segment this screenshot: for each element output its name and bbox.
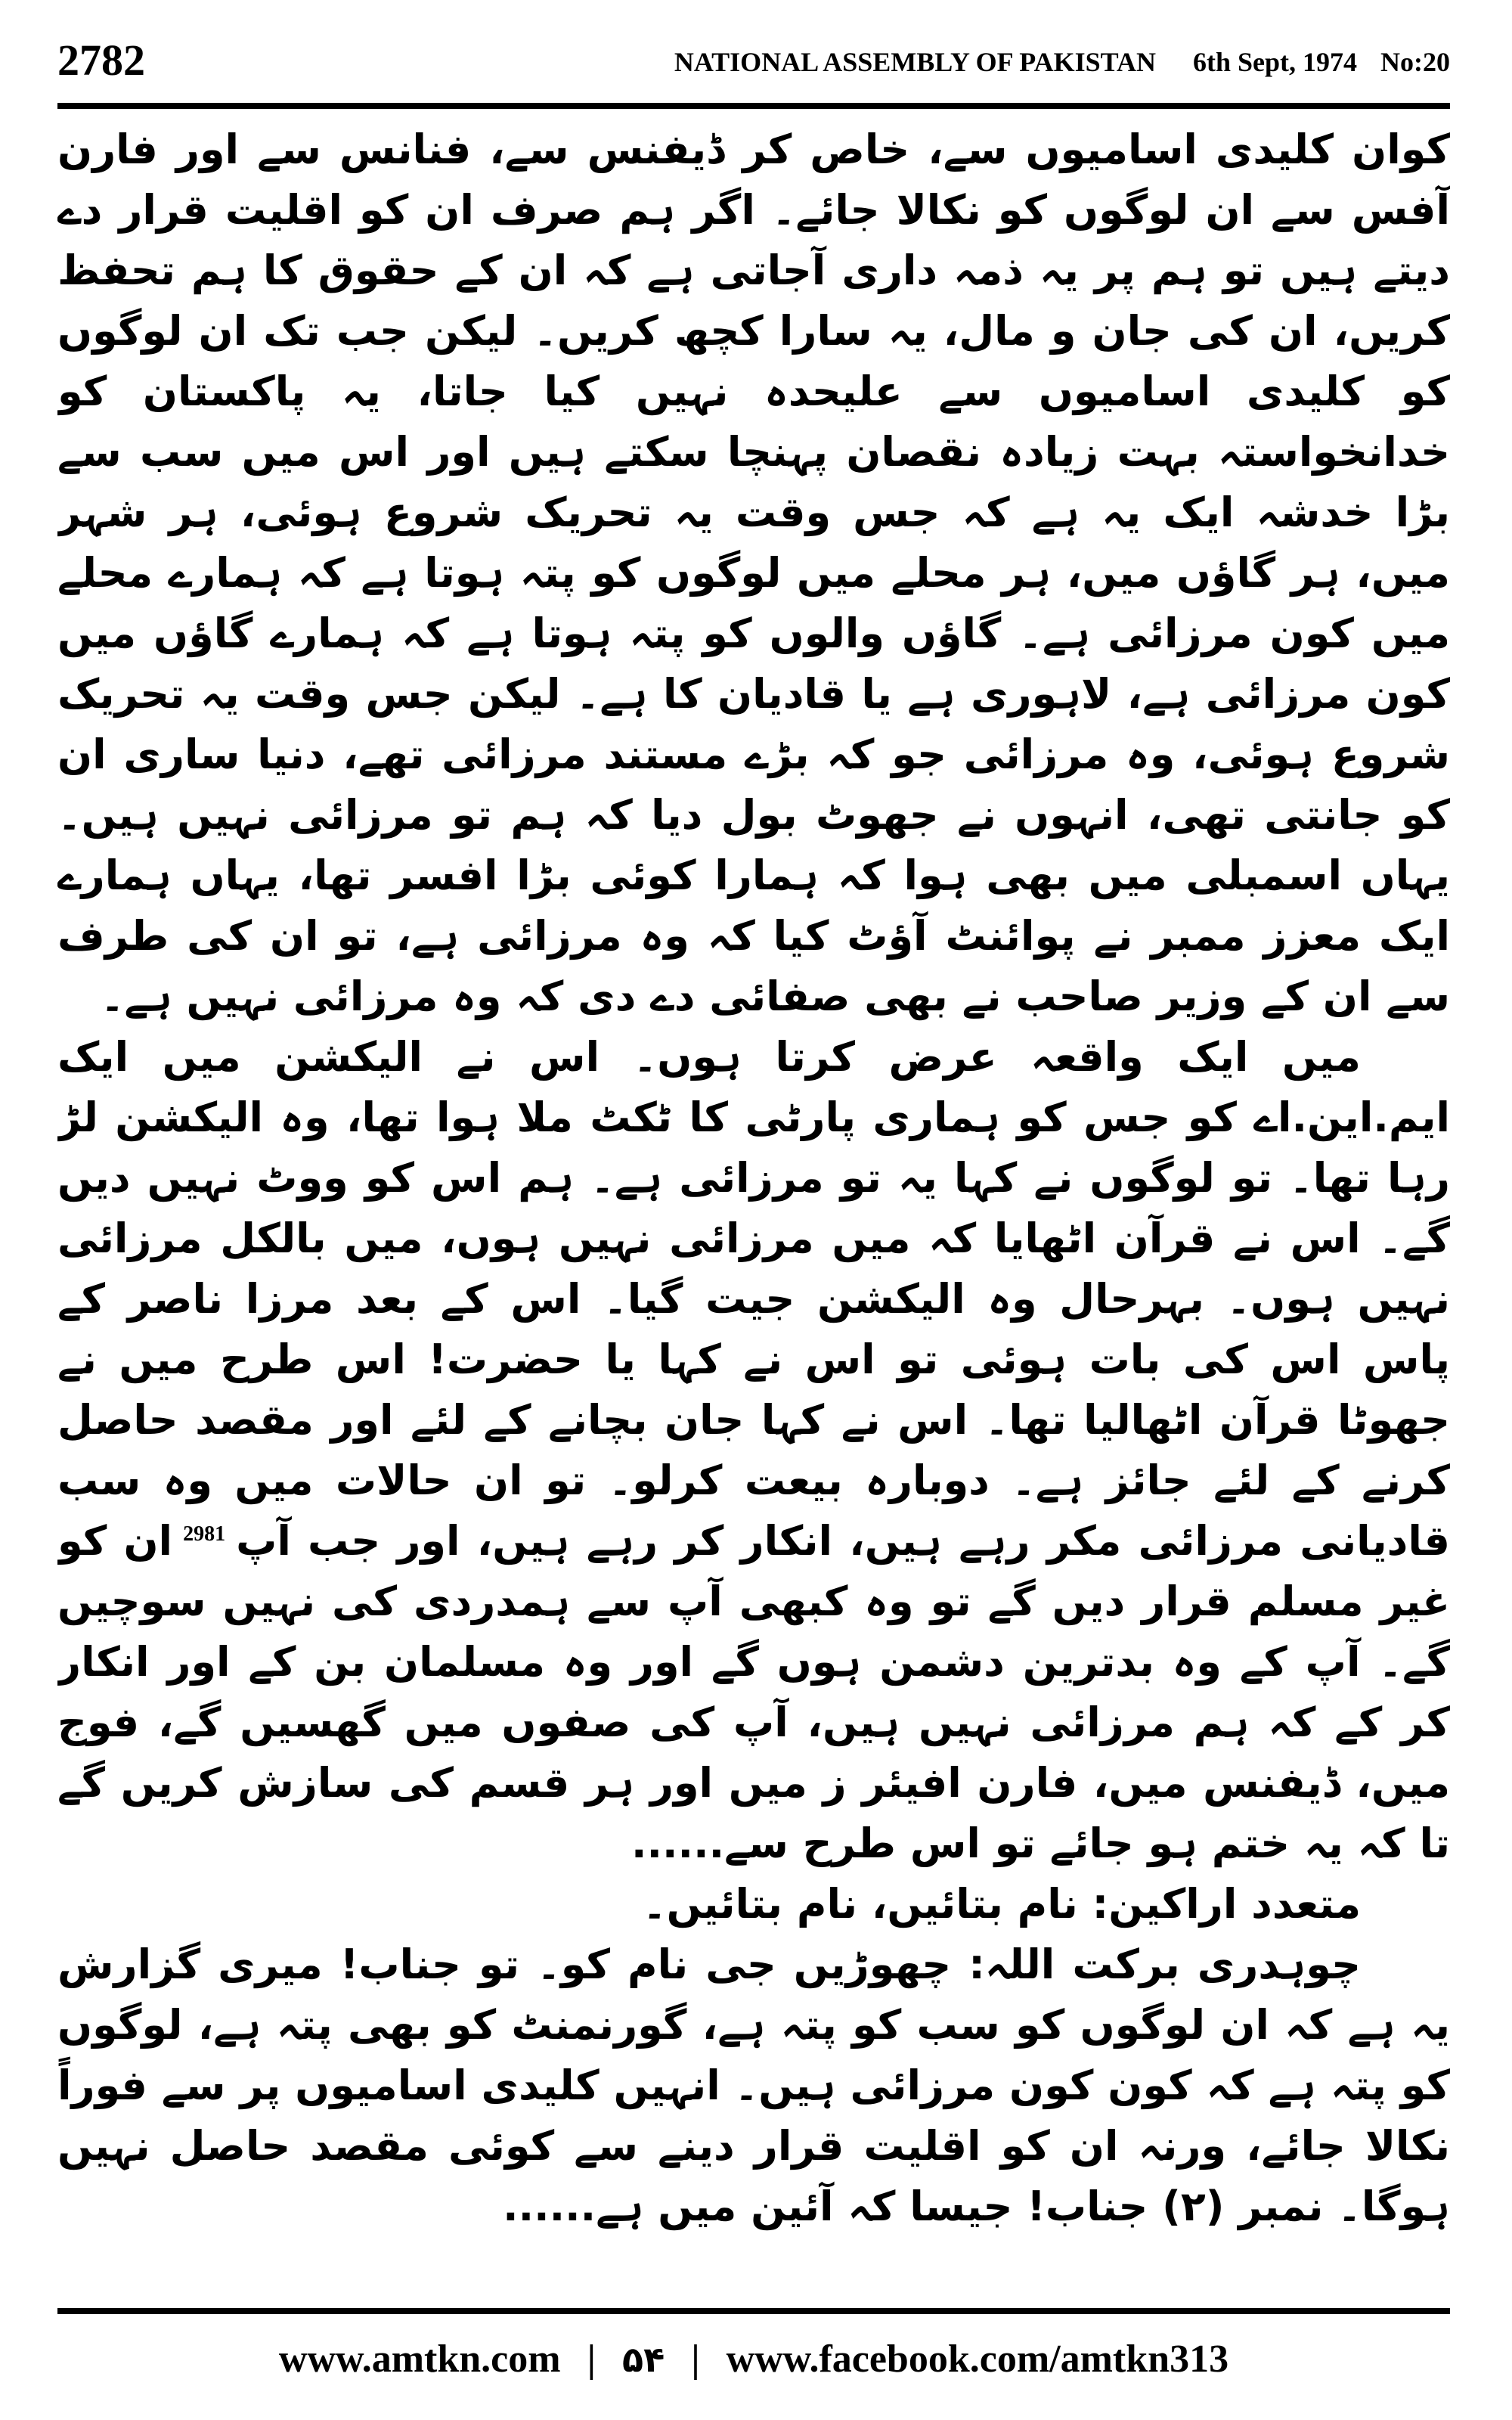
paragraph-text: ان کو غیر مسلم قرار دیں گے تو وہ کبھی آپ سے ہمدردی کی نہیں سوچیں گے۔ آپ کے وہ بدترین دشمن ہوں گے اور وہ مسلمان بن کے اور انکار کر کے کہ ہم مرزائی نہیں ہیں، آپ کی صفوں میں گھسیں گے، فوج میں، ڈیفنس میں، فارن افیئر ز میں اور ہر قسم کی سازش کریں گے تا کہ یہ ختم ہو جائے تو اس طرح سے...... bbox=[57, 1517, 1450, 1867]
header-rule bbox=[57, 103, 1450, 109]
interjection-text: نام بتائیں، نام بتائیں۔ bbox=[642, 1880, 1078, 1928]
speech-text: چھوڑیں جی نام کو۔ تو جناب! میری گزارش یہ ہے کہ ان لوگوں کو سب کو پتہ ہے، گورنمنٹ کو بھی پتہ ہے، لوگوں کو پتہ ہے کہ کون کون مرزائی ہیں۔ انہیں کلیدی اسامیوں پر سے فوراً نکالا جائے، ورنہ ان کو اقلیت قرار دینے سے کوئی مقصد حاصل نہیں ہوگا۔ نمبر (۲) جناب! جیسا کہ آئین میں ہے...... bbox=[57, 1941, 1450, 2230]
facebook-link[interactable]: www.facebook.com/amtkn313 bbox=[726, 2338, 1229, 2381]
footer-rule bbox=[57, 2308, 1450, 2314]
footer-separator: | bbox=[587, 2338, 596, 2381]
page-reference-marker: 2981 bbox=[183, 1522, 226, 1546]
website-link[interactable]: www.amtkn.com bbox=[278, 2338, 561, 2381]
footer-page-label: ۵۴ bbox=[622, 2339, 665, 2380]
session-date: 6th Sept, 1974 bbox=[1192, 47, 1357, 77]
paragraph-text: میں ایک واقعہ عرض کرتا ہوں۔ اس نے الیکشن میں ایک ایم.این.اے کو جس کو ہماری پارٹی کا ٹکٹ ملا ہوا تھا، وہ الیکشن لڑ رہا تھا۔ تو لوگوں نے کہا یہ تو مرزائی ہے۔ ہم اس کو ووٹ نہیں دیں گے۔ اس نے قرآن اٹھایا کہ میں مرزائی نہیں ہوں، میں بالکل مرزائی نہیں ہوں۔ بہرحال وہ الیکشن جیت گیا۔ اس کے بعد مرزا ناصر کے پاس اس کی بات ہوئی تو اس نے کہا یا حضرت! اس طرح میں نے جھوٹا قرآن اٹھالیا تھا۔ اس نے کہا جان بچانے کے لئے اور مقصد حاصل کرنے کے لئے جائز ہے۔ دوبارہ بیعت کرلو۔ تو ان حالات میں وہ سب قادیانی مرزائی مکر رہے ہیں، انکار کر رہے ہیں، اور جب آپ bbox=[57, 1033, 1450, 1565]
speaker-label: متعدد اراکین: bbox=[1092, 1880, 1361, 1928]
publication-title: NATIONAL ASSEMBLY OF PAKISTAN bbox=[674, 47, 1156, 77]
speech bbox=[57, 1934, 1450, 2237]
paragraph bbox=[57, 1027, 1450, 1874]
issue-number: No:20 bbox=[1380, 47, 1450, 77]
running-head bbox=[674, 39, 1450, 85]
page-number: 2782 bbox=[57, 36, 145, 85]
speaker-label: چوہدری برکت اللہ: bbox=[968, 1941, 1361, 1988]
interjection bbox=[57, 1874, 1450, 1934]
debate-transcript bbox=[57, 119, 1450, 2294]
page-footer bbox=[57, 2322, 1450, 2397]
paragraph: کوان کلیدی اسامیوں سے، خاص کر ڈیفنس سے، فنانس سے اور فارن آفس سے ان لوگوں کو نکالا جائے۔ اگر ہم صرف ان کو اقلیت قرار دے دیتے ہیں تو ہم پر یہ ذمہ داری آجاتی ہے کہ ان کے حقوق کا ہم تحفظ کریں، ان کی جان و مال، یہ سارا کچھ کریں۔ لیکن جب تک ان لوگوں کو کلیدی اسامیوں سے علیحدہ نہیں کیا جاتا، یہ پاکستان کو خدانخواستہ بہت زیادہ نقصان پہنچا سکتے ہیں اور اس میں سب سے بڑا خدشہ ایک یہ ہے کہ جس وقت یہ تحریک شروع ہوئی، ہر شہر میں، ہر گاؤں میں، ہر محلے میں لوگوں کو پتہ ہوتا ہے کہ ہمارے محلے میں کون مرزائی ہے۔ گاؤں والوں کو پتہ ہوتا ہے کہ ہمارے گاؤں میں کون مرزائی ہے، لاہوری ہے یا قادیان کا ہے۔ لیکن جس وقت یہ تحریک شروع ہوئی، وہ مرزائی جو کہ بڑے مستند مرزائی تھے، دنیا ساری ان کو جانتی تھی، انہوں نے جھوٹ بول دیا کہ ہم تو مرزائی نہیں ہیں۔ یہاں اسمبلی میں بھی ہوا کہ ہمارا کوئی بڑا افسر تھا، یہاں ہمارے ایک معزز ممبر نے پوائنٹ آؤٹ کیا کہ وہ مرزائی ہے، تو ان کی طرف سے ان کے وزیر صاحب نے بھی صفائی دے دی کہ وہ مرزائی نہیں ہے۔ bbox=[57, 126, 1450, 1020]
footer-separator: | bbox=[691, 2338, 700, 2381]
page-header bbox=[57, 30, 1450, 91]
